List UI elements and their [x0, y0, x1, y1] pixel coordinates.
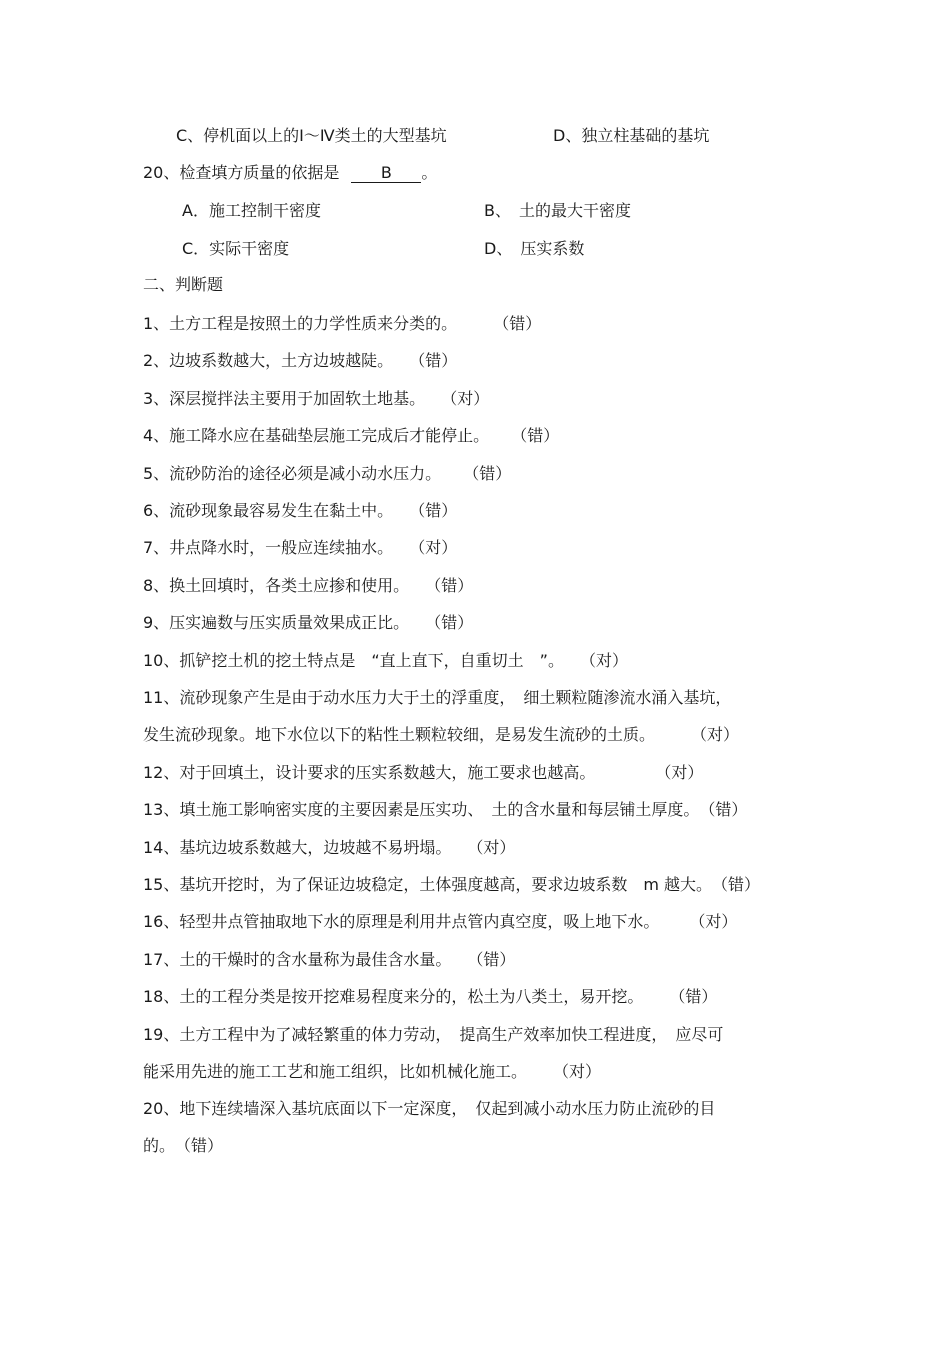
q20-option-b: B、 土的最大干密度	[484, 201, 631, 220]
item-text: 20、地下连续墙深入基坑底面以下一定深度， 仅起到减小动水压力防止流砂的目	[143, 1099, 716, 1118]
list-item	[143, 1024, 723, 1046]
item-text: 17、土的干燥时的含水量称为最佳含水量。	[143, 950, 452, 969]
item-text: 15、基坑开挖时，为了保证边坡稳定，土体强度越高，要求边坡系数 m 越大。	[143, 875, 713, 894]
item-answer: （对）	[441, 389, 490, 408]
list-item	[143, 1135, 223, 1157]
q19-option-c: C、停机面以上的Ⅰ～Ⅳ类土的大型基坑	[176, 126, 447, 145]
list-item	[143, 575, 473, 597]
item-text: 发生流砂现象。地下水位以下的粘性土颗粒较细，是易发生流砂的土质。	[143, 725, 656, 744]
item-answer: （错）	[409, 501, 458, 520]
item-answer: （错）	[467, 950, 516, 969]
q20-stem: 20、检查填方质量的依据是	[143, 163, 340, 182]
q20-question	[143, 162, 437, 184]
q19-option-d: D、独立柱基础的基坑	[553, 126, 710, 145]
list-item	[143, 837, 515, 859]
item-answer: （错）	[175, 1136, 224, 1155]
list-item	[143, 911, 737, 933]
section-title: 二、判断题	[143, 275, 224, 294]
list-item	[143, 799, 747, 821]
item-answer: （对）	[691, 725, 740, 744]
item-answer: （错）	[493, 314, 542, 333]
item-answer: （错）	[699, 800, 748, 819]
list-item	[143, 687, 731, 709]
item-answer: （对）	[655, 763, 704, 782]
item-text: 2、边坡系数越大，土方边坡越陡。	[143, 351, 394, 370]
list-item	[143, 350, 457, 372]
item-answer: （错）	[712, 875, 761, 894]
list-item	[143, 1061, 601, 1083]
item-answer: （对）	[553, 1062, 602, 1081]
list-item	[143, 724, 739, 746]
list-item	[143, 388, 489, 410]
item-answer: （错）	[425, 613, 474, 632]
q20-option-d: D、 压实系数	[484, 239, 585, 258]
item-answer: （对）	[689, 912, 738, 931]
list-item	[143, 463, 511, 485]
item-text: 能采用先进的施工工艺和施工组织，比如机械化施工。	[143, 1062, 528, 1081]
list-item	[143, 986, 717, 1008]
list-item	[143, 650, 628, 672]
item-text: 9、压实遍数与压实质量效果成正比。	[143, 613, 410, 632]
item-text: 11、流砂现象产生是由于动水压力大于土的浮重度， 细土颗粒随渗流水涌入基坑，	[143, 688, 732, 707]
list-item	[143, 612, 473, 634]
item-answer: （错）	[511, 426, 560, 445]
list-item	[143, 1098, 715, 1120]
item-text: 19、土方工程中为了减轻繁重的体力劳动， 提高生产效率加快工程进度， 应尽可	[143, 1025, 724, 1044]
item-answer: （对）	[467, 838, 516, 857]
list-item	[143, 949, 515, 971]
list-item	[143, 313, 541, 335]
list-item	[143, 500, 457, 522]
item-text: 8、换土回填时，各类土应掺和使用。	[143, 576, 410, 595]
item-answer: （对）	[409, 538, 458, 557]
item-text: 7、井点降水时，一般应连续抽水。	[143, 538, 394, 557]
item-text: 16、轻型井点管抽取地下水的原理是利用井点管内真空度，吸上地下水。	[143, 912, 660, 931]
item-text: 14、基坑边坡系数越大，边坡越不易坍塌。	[143, 838, 452, 857]
q20-end: 。	[421, 163, 438, 182]
list-item	[143, 425, 559, 447]
item-text: 13、填土施工影响密实度的主要因素是压实功、 土的含水量和每层铺土厚度。	[143, 800, 700, 819]
item-answer: （对）	[579, 651, 628, 670]
item-text: 12、对于回填土，设计要求的压实系数越大，施工要求也越高。	[143, 763, 596, 782]
item-answer: （错）	[669, 987, 718, 1006]
item-text: 18、土的工程分类是按开挖难易程度来分的，松土为八类土，易开挖。	[143, 987, 644, 1006]
item-text: 1、土方工程是按照土的力学性质来分类的。	[143, 314, 458, 333]
item-text: 6、流砂现象最容易发生在黏土中。	[143, 501, 394, 520]
list-item	[143, 874, 760, 896]
list-item	[143, 762, 703, 784]
q20-option-c: C．实际干密度	[182, 239, 290, 258]
item-text: 5、流砂防治的途径必须是减小动水压力。	[143, 464, 442, 483]
item-text: 10、抓铲挖土机的挖土特点是 “直上直下，自重切土 ”。	[143, 651, 564, 670]
list-item	[143, 537, 457, 559]
item-text: 3、深层搅拌法主要用于加固软土地基。	[143, 389, 426, 408]
item-text: 的。	[143, 1136, 176, 1155]
q20-option-a: A．施工控制干密度	[182, 201, 321, 220]
q20-answer-blank: B	[351, 164, 421, 183]
item-text: 4、施工降水应在基础垫层施工完成后才能停止。	[143, 426, 490, 445]
item-answer: （错）	[409, 351, 458, 370]
item-answer: （错）	[425, 576, 474, 595]
item-answer: （错）	[463, 464, 512, 483]
